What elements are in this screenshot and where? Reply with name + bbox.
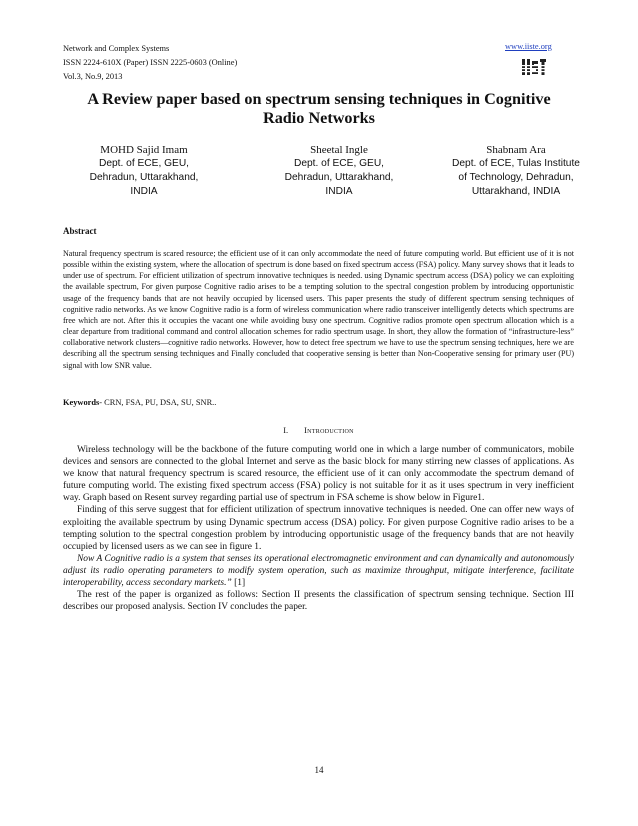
intro-quote: Now A Cognitive radio is a system that senses its operational electromagnetic environment and can dynamically and autonomously adjust its radio operating parameters to modify system operation, such as maximize throughput, mitigate interference, facilitate interoperability, access secondary markets.” <box>63 553 574 589</box>
author-affiliation-line: INDIA <box>325 186 353 197</box>
abstract-heading: Abstract <box>63 226 97 236</box>
author-name: Sheetal Ingle <box>310 144 368 156</box>
author-block-2 <box>269 143 409 199</box>
journal-issn: ISSN 2224-610X (Paper) ISSN 2225-0603 (Online) <box>63 58 238 67</box>
author-affiliation-line: Dept. of ECE, GEU, <box>98 158 190 169</box>
keywords-line <box>63 398 216 407</box>
author-block-3 <box>442 143 590 199</box>
paper-title-line2: Radio Networks <box>263 109 375 127</box>
author-affiliation-line: Dehradun, Uttarakhand, <box>89 172 199 183</box>
keywords-text: - CRN, FSA, PU, DSA, SU, SNR.. <box>99 398 217 407</box>
section-title: Introduction <box>304 426 354 435</box>
journal-header <box>63 42 237 84</box>
author-name: Shabnam Ara <box>486 144 546 156</box>
intro-paragraph-1: Wireless technology will be the backbone of the future computing world one in which a large number of communicators, mobile devices and sensors are connected to the global Internet and serve as the basic block for many stirring new classes of applications. As we know that natural frequency spectrum is scared resource, the efficient use of it can only accommodate the spectrum demand of future computing world. The existing fixed spectrum access (FSA) policy is not suitable for it as it uses spectrum in very inefficient way. Graph based on Resent survey regarding partial use of spectrum in FSA scheme is show below in Figure1. <box>63 445 574 504</box>
paper-title <box>63 90 575 128</box>
intro-paragraph-4: The rest of the paper is organized as follows: Section II presents the classification of spectrum sensing technique. Section III describes our proposed analysis. Section IV concludes the paper. <box>63 590 574 613</box>
journal-name: Network and Complex Systems <box>63 44 170 53</box>
author-affiliation-line: Dept. of ECE, Tulas Institute <box>452 158 580 169</box>
introduction-heading <box>63 426 574 435</box>
author-affiliation-line: Dept. of ECE, GEU, <box>293 158 385 169</box>
introduction-body <box>63 444 574 613</box>
paper-title-line1: A Review paper based on spectrum sensing techniques in Cognitive <box>87 90 551 108</box>
keywords-label: Keywords <box>63 398 100 407</box>
intro-paragraph-3 <box>63 553 574 589</box>
abstract-text: Natural frequency spectrum is scared resource; the efficient use of it can only accommodate the need of future computing world. But efficient use of it is not possible within the existing system, where the allocation of spectrum is done based on fixed spectrum access (FSA) policy. Many survey shows that it leads to under use of spectrum. For efficient utilization of spectrum innovative techniques is needed. using Dynamic spectrum access (DSA) policy we can exploiting the available spectrum, For given purpose Cognitive radio arises to be a tempting solution to the spectral congestion problem by introducing opportunistic usage of the frequency bands that are not heavily occupied by licensed users. This paper presents the study of different spectrum sensing techniques of cognitive radio networks. As we know Cognitive radio is a form of wireless communication where radio transceiver intelligently detects which spectrums are free which are not. After this it occupies the vacant one while avoiding busy one spectrum. Cognitive radios promote open spectrum allocation which is a clear departure from traditional command and control allocation schemes for radio spectrum usage. In short, they allow the formation of “infrastructure-less” collaborative network clusters—cognitive radio networks. However, how to detect free spectrum we have to use the spectrum sensing techniques, here we are describing all the spectrum sensing techniques and Finally concluded that cooperative sensing is better than Non-Cooperative sensing for primary user (PU) signal with low SNR value. <box>63 249 574 370</box>
journal-url-link[interactable]: www.iiste.org <box>505 42 552 51</box>
page-number: 14 <box>314 765 324 775</box>
intro-citation: [1] <box>231 578 246 589</box>
author-name: MOHD Sajid Imam <box>100 144 188 156</box>
author-affiliation-line: Dehradun, Uttarakhand, <box>284 172 394 183</box>
section-number: I. <box>283 426 289 435</box>
intro-paragraph-2: Finding of this serve suggest that for efficient utilization of spectrum innovative techniques is needed. One can offer new ways of exploiting the available spectrum by using Dynamic spectrum access (DSA) policy. For given purpose Cognitive radio arises to be a tempting solution to the spectral congestion problem by introducing opportunistic usage of the frequency bands that are not heavily occupied by licensed users as we can see in figure 1. <box>63 505 574 552</box>
author-affiliation-line: of Technology, Dehradun, <box>458 172 574 183</box>
iiste-logo-icon <box>519 57 547 77</box>
author-affiliation-line: INDIA <box>130 186 158 197</box>
author-affiliation-line: Uttarakhand, INDIA <box>471 186 561 197</box>
journal-volume: Vol.3, No.9, 2013 <box>63 72 123 81</box>
author-block-1 <box>66 143 222 199</box>
